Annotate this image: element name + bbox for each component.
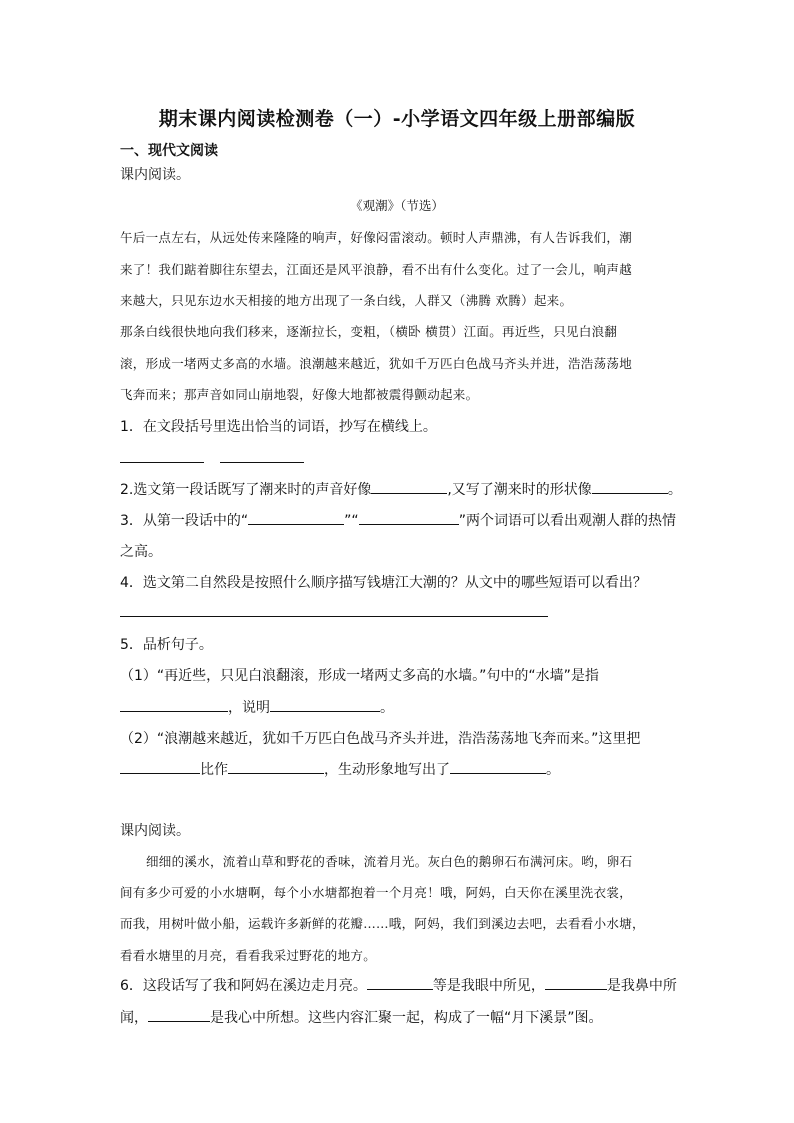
reading-label: 课内阅读。 [120,167,190,183]
question-text: ，生动形象地写出了 [324,762,450,778]
question-4: 4．选文第二自然段是按照什么顺序描写钱塘江大潮的？从文中的哪些短语可以看出？ [120,575,647,591]
answer-blank[interactable] [120,697,228,712]
reading-label: 课内阅读。 [120,823,190,839]
question-6-cont [120,1007,603,1027]
question-5-2-answer [120,759,560,779]
passage-line: 滚，形成一堵两丈多高的水墙。浪潮越来越近，犹如千万匹白色战马齐头并进，浩浩荡荡地 [120,356,633,371]
answer-blank[interactable] [120,759,200,774]
passage-line: 细细的溪水，流着山草和野花的香味，流着月光。灰白色的鹅卵石布满河床。哟，卵石 [146,854,633,869]
question-5-1-answer [120,697,394,717]
question-text: ”两个词语可以看出观潮人群的热情 [458,513,676,529]
answer-blank[interactable] [450,759,546,774]
answer-blank[interactable] [359,510,459,525]
question-5-1: （1）“再近些，只见白浪翻滚，形成一堵两丈多高的水墙。”句中的“水墙”是指 [120,668,599,684]
question-1: 1．在文段括号里选出恰当的词语，抄写在横线上。 [120,419,437,435]
answer-blank[interactable] [592,479,668,494]
passage-line: 看看水塘里的月亮，看看我采过野花的地方。 [120,948,377,963]
question-6 [120,975,677,995]
passage-line: 飞奔而来；那声音如同山崩地裂，好像大地都被震得颤动起来。 [120,387,479,402]
section-heading: 一、现代文阅读 [120,143,218,159]
question-text: 是我心中所想。这些内容汇聚一起，构成了一幅“月下溪景”图。 [210,1010,603,1026]
question-text: 比作 [200,762,228,778]
answer-line[interactable] [120,616,548,617]
passage-line: 那条白线很快地向我们移来，逐渐拉长，变粗，（横卧 横贯）江面。再近些，只见白浪翻 [120,324,618,339]
question-text: 等是我眼中所见， [432,978,545,994]
question-text: 闻， [120,1010,148,1026]
passage-title: 《观潮》（节选） [350,198,444,213]
answer-blank[interactable] [248,510,344,525]
question-text: 。 [667,482,682,498]
page-title: 期末课内阅读检测卷（一）-小学语文四年级上册部编版 [158,108,636,130]
question-text: ”“ [344,513,359,529]
question-text: ，说明 [228,700,270,716]
question-text: 。 [380,700,394,716]
answer-blank[interactable] [228,759,324,774]
passage-line: 来了！我们踮着脚往东望去，江面还是风平浪静，看不出有什么变化。过了一会儿，响声越 [120,262,633,277]
answer-blank[interactable] [371,479,447,494]
question-text: 2.选文第一段话既写了潮来时的声音好像 [120,482,372,498]
answer-blank[interactable] [220,462,304,463]
question-3-cont: 之高。 [120,544,162,560]
answer-blank[interactable] [270,697,380,712]
passage-line: 午后一点左右，从远处传来隆隆的响声，好像闷雷滚动。顿时人声鼎沸，有人告诉我们，潮 [120,230,633,245]
question-2 [120,479,682,499]
answer-blank[interactable] [545,975,607,990]
answer-blank[interactable] [148,1007,210,1022]
answer-blank[interactable] [120,462,204,463]
question-text: 是我鼻中所 [606,978,677,994]
answer-blank[interactable] [367,975,433,990]
question-text: ,又写了潮来时的形状像 [447,482,592,498]
question-5: 5．品析句子。 [120,637,213,653]
passage-line: 而我，用树叶做小船，运载许多新鲜的花瓣……哦，阿妈，我们到溪边去吧，去看看小水塘， [120,916,645,931]
question-3 [120,510,676,530]
question-text: 3．从第一段话中的“ [120,513,249,529]
passage-line: 来越大，只见东边水天相接的地方出现了一条白线，人群又（沸腾 欢腾）起来。 [120,293,573,308]
passage-line: 间有多少可爱的小水塘啊，每个小水塘都抱着一个月亮！哦，阿妈，白天你在溪里洗衣裳， [120,885,633,900]
question-5-2: （2）“浪潮越来越近，犹如千万匹白色战马齐头并进，浩浩荡荡地飞奔而来。”这里把 [120,731,641,747]
question-text: 。 [546,762,560,778]
question-text: 6．这段话写了我和阿妈在溪边走月亮。 [120,978,367,994]
